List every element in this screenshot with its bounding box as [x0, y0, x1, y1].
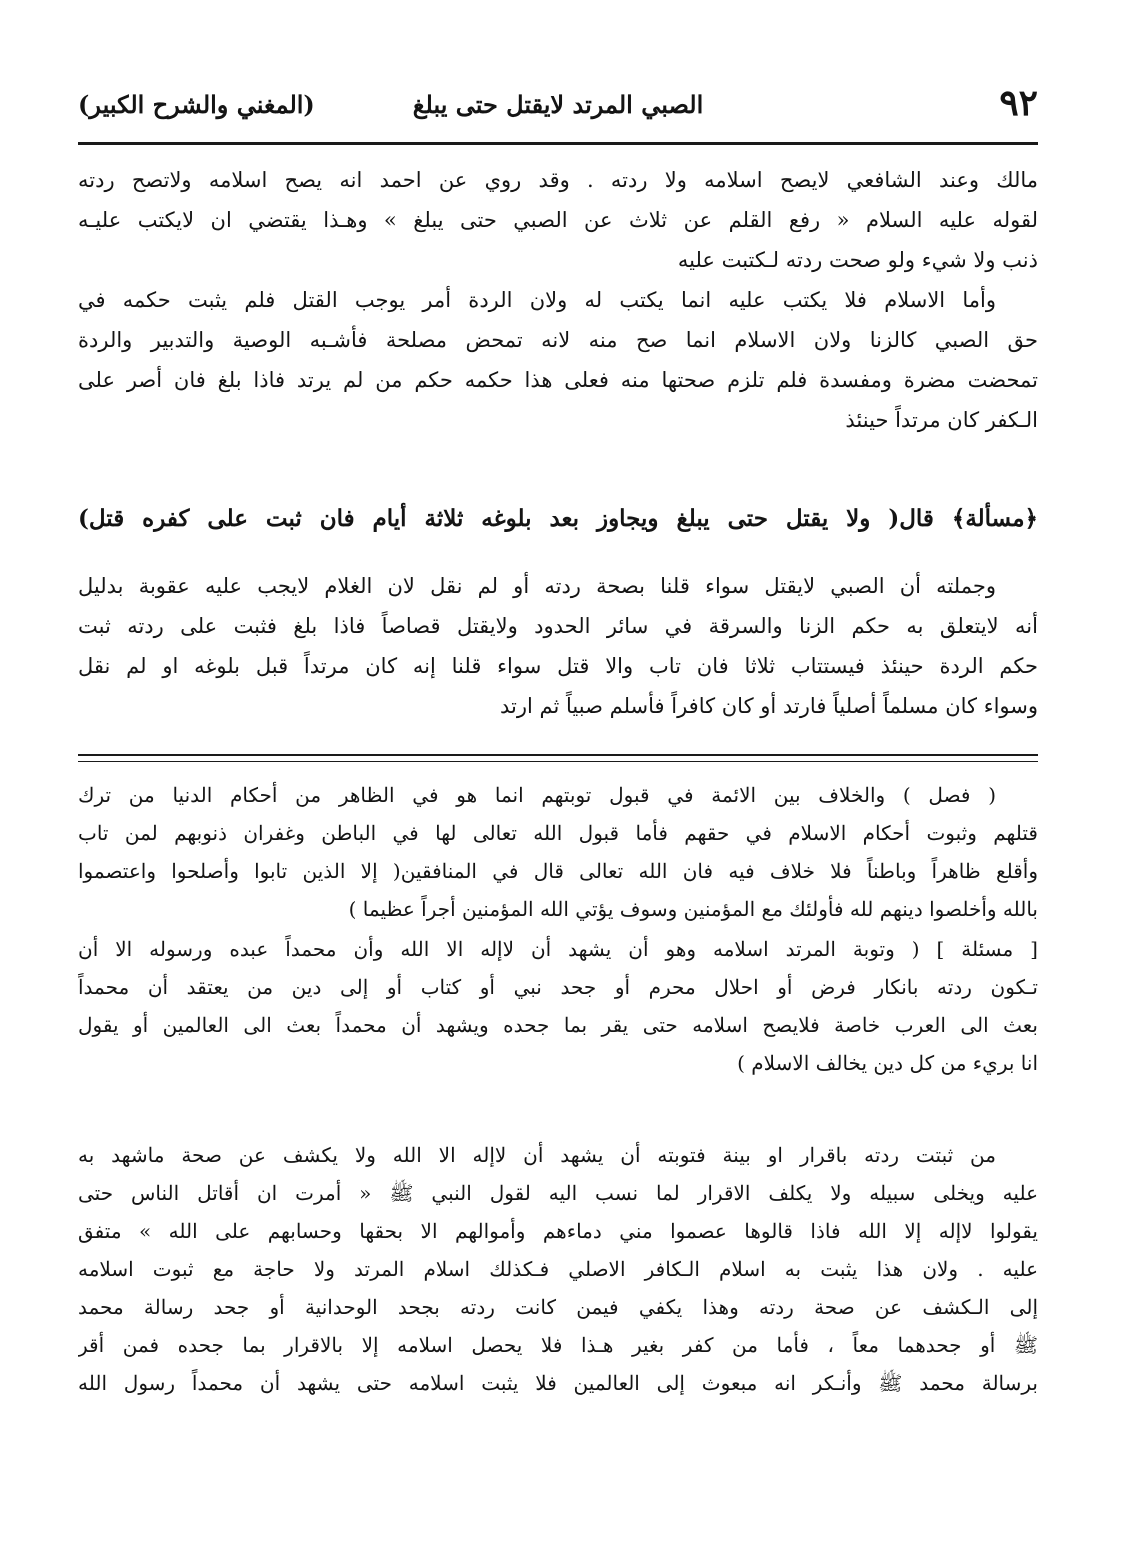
text-line: تمحضت مضرة ومفسدة فلم تلزم صحتها منه فعلى هذا حكمه حكم من لم يرتد فاذا بلغ فان أصر على	[78, 368, 1038, 392]
page-header	[78, 80, 1038, 136]
text-line: بالله وأخلصوا دينهم لله فأولئك مع المؤمنين وسوف يؤتي الله المؤمنين أجراً عظيما )	[348, 897, 1038, 921]
text-line: انا بريء من كل دين يخالف الاسلام )	[737, 1051, 1038, 1075]
page-number: ٩٢	[999, 82, 1038, 124]
header-rule	[78, 142, 1038, 145]
text-line: مالك وعند الشافعي لايصح اسلامه ولا ردته . وقد روي عن احمد انه يصح اسلامه ولاتصح ردته	[78, 168, 1038, 192]
commentary-fasl	[78, 776, 1038, 928]
text-line: حكم الردة حينئذ فيستتاب ثلاثا فان تاب والا قتل سواء قلنا إنه كان مرتداً قبل بلوغه او لم نقل	[78, 654, 1038, 678]
book-title: (المغني والشرح الكبير)	[78, 90, 315, 119]
text-line: من ثبتت ردته باقرار او بينة فتوبته أن يشهد أن لاإله الا الله ولا يكشف عن صحة ماشهد به	[78, 1143, 996, 1167]
section-divider	[78, 754, 1038, 762]
issue-heading	[78, 494, 1038, 544]
text-line: حق الصبي كالزنا ولان الاسلام انما صح منه لانه تمحض مصلحة فأشـبه الوصية والتدبير والردة	[78, 328, 1038, 352]
text-line: برسالة محمد ﷺ وأنـكر انه مبعوث إلى العالمين فلا يثبت اسلامه حتى يشهد أن محمداً رسول الله	[78, 1371, 1038, 1395]
paragraph-1	[78, 160, 1038, 280]
text-line: ذنب ولا شيء ولو صحت ردته لـكتبت عليه	[677, 248, 1038, 272]
text-line: [ مسئلة ] ( وتوبة المرتد اسلامه وهو أن يشهد أن لاإله الا الله وأن محمداً عبده ورسوله الا أن	[78, 937, 1038, 961]
text-line: وأما الاسلام فلا يكتب عليه انما يكتب له ولان الردة أمر يوجب القتل فلم يثبت حكمه في	[78, 288, 996, 312]
text-line: عليه ويخلى سبيله ولا يكلف الاقرار لما نسب اليه لقول النبي ﷺ « أمرت ان أقاتل الناس حتى	[78, 1181, 1038, 1205]
text-line: عليه . ولان هذا يثبت به اسلام الـكافر الاصلي فـكذلك اسلام المرتد ولا حاجة مع ثبوت اسلامه	[78, 1257, 1038, 1281]
commentary-explanation	[78, 1136, 1038, 1402]
text-line: يقولوا لاإله إلا الله فاذا قالوها عصموا مني دماءهم وأموالهم الا بحقها وحسابهم على الله » متفق	[78, 1219, 1038, 1243]
text-line: قتلهم وثبوت أحكام الاسلام في حقهم فأما قبول الله تعالى لها في الباطن وغفران ذنوبهم لمن تاب	[78, 821, 1038, 845]
text-line: وسواء كان مسلماً أصلياً فارتد أو كان كافراً فأسلم صبياً ثم ارتد	[500, 694, 1038, 718]
text-line: بعث الى العرب خاصة فلايصح اسلامه حتى يقر بما جحده ويشهد أن محمداً بعث الى العالمين أو يقول	[78, 1013, 1038, 1037]
text-line: إلى الـكشف عن صحة ردته وهذا يكفي فيمن كانت ردته بجحد الوحدانية أو جحد رسالة محمد	[78, 1295, 1038, 1319]
text-line: الـكفر كان مرتداً حينئذ	[845, 408, 1038, 432]
text-line: وجملته أن الصبي لايقتل سواء قلنا بصحة ردته أو لم نقل لان الغلام لايجب عليه عقوبة بدليل	[78, 574, 996, 598]
text-line: تـكون ردته بانكار فرض أو احلال محرم أو جحد نبي أو كتاب أو إلى دين من يعتقد أن محمداً	[78, 975, 1038, 999]
commentary-masala	[78, 930, 1038, 1082]
running-title: الصبي المرتد لايقتل حتى يبلغ	[412, 90, 704, 119]
text-line: لقوله عليه السلام « رفع القلم عن ثلاث عن الصبي حتى يبلغ » وهـذا يقتضي ان لايكتب عليـه	[78, 208, 1038, 232]
text-line: ﷺ أو جحدهما معاً ، فأما من كفر بغير هـذا فلا يحصل اسلامه إلا بالاقرار بما جحده فمن أقر	[78, 1333, 1038, 1357]
text-line: وأقلع ظاهراً وباطناً فلا خلاف فيه فان الله تعالى قال في المنافقين( إلا الذين تابوا وأصلحوا واعتصموا	[78, 859, 1038, 883]
paragraph-3	[78, 566, 1038, 726]
heading-text: ﴿مسألة﴾ قال( ولا يقتل حتى يبلغ ويجاوز بعد بلوغه ثلاثة أيام فان ثبت على كفره قتل)	[78, 505, 1038, 532]
paragraph-2	[78, 280, 1038, 440]
text-line: ( فصل ) والخلاف بين الائمة في قبول توبتهم انما هو في الظاهر من أحكام الدنيا من ترك	[78, 783, 996, 807]
text-line: أنه لايتعلق به حكم الزنا والسرقة في سائر الحدود ولايقتل قصاصاً فاذا بلغ فثبت على ردته ثبت	[78, 614, 1038, 638]
